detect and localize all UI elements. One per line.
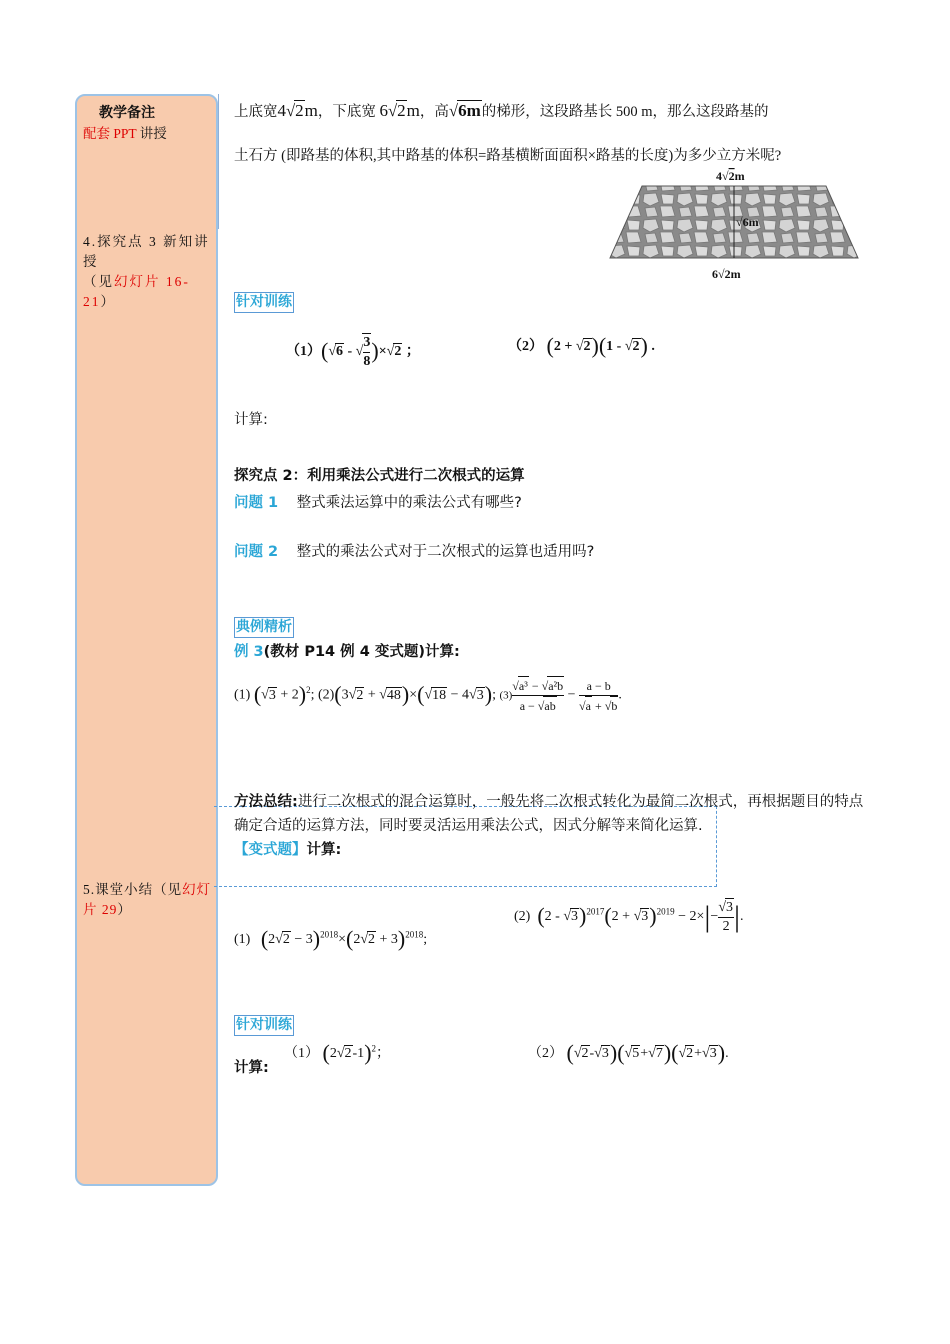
variant-q2: (2) $(2 - √3)^{2017}(2 + √3)^{2019} - 2\times|-$ $\frac{√3}{2}$ |. [514,900,744,934]
training1-q2: （2） (2 + √2)(1 - √2) . [508,333,655,358]
figure-bottom-label: 6√2m [712,267,741,281]
example-heading: 典例精析 [234,617,294,638]
training-heading-1: 针对训练 [234,292,294,313]
question-2: 问题 2 整式的乘法公式对于二次根式的运算也适用吗? [234,544,595,560]
sidebar-item-4: 4.探究点 3 新知讲授 （见幻灯片 16-21） [83,234,210,309]
sidebar-note-ppt: 配套 PPT 讲授 [83,126,167,141]
example-formulas: (1) $(√3 + 2)^2$; (2)(3√2 + √48)×(√18 − 4√3); (3) $\frac{\text{√a³ − √a²b}}{a - √ab}$ − $\frac{a - b}{√a + √b}$ . [234,676,622,715]
method-summary: 方法总结:进行二次根式的混合运算时，一般先将二次根式转化为最简二次根式，再根据题目的特点确定合适的运算方法，同时要灵活运用乘法公式，因式分解等来简化运算. 【变式题】计算: [234,794,864,858]
explore-2-title: 探究点 2：利用乘法公式进行二次根式的运算 [234,468,525,484]
sidebar-title: 教学备注 [99,105,155,121]
training1-q1: （1）(√6 - √ $\frac{3}{8}$ )×√2 ； [286,335,420,369]
training2-q1: （1） $(2√2-1)^2$； [284,1040,391,1065]
figure-height-label: √6m [736,215,759,229]
question-1: 问题 1 整式乘法运算中的乘法公式有哪些? [234,495,522,511]
figure-top-label: 4√2m [716,169,745,183]
column-divider [218,94,219,229]
variant-q1: (1) $(2√2 - 3)^{2018}\times(2√2 + 3)^{2018}$; [234,926,428,951]
example-title: 例 3(教材 P14 例 4 变式题)计算: [234,644,460,660]
training-heading-2: 针对训练 [234,1015,294,1036]
training2-q2: （2） (√2-√3)(√5+√7)(√2+√3). [528,1040,729,1065]
compute-label: 计算: [234,412,268,428]
problem-line-1: 上底宽4√2m，下底宽 6√2m，高√6m的梯形，这段路基长 500 m，那么这段路基的 [234,101,769,120]
training2-compute: 计算: [234,1060,269,1076]
teaching-notes-sidebar [75,94,218,1186]
sidebar-item-5: 5.课堂小结（见幻灯片 29） [83,882,212,917]
problem-line-2: 土石方 (即路基的体积,其中路基的体积=路基横断面面积×路基的长度)为多少立方米呢? [234,148,782,164]
trapezoid-figure [608,166,860,284]
